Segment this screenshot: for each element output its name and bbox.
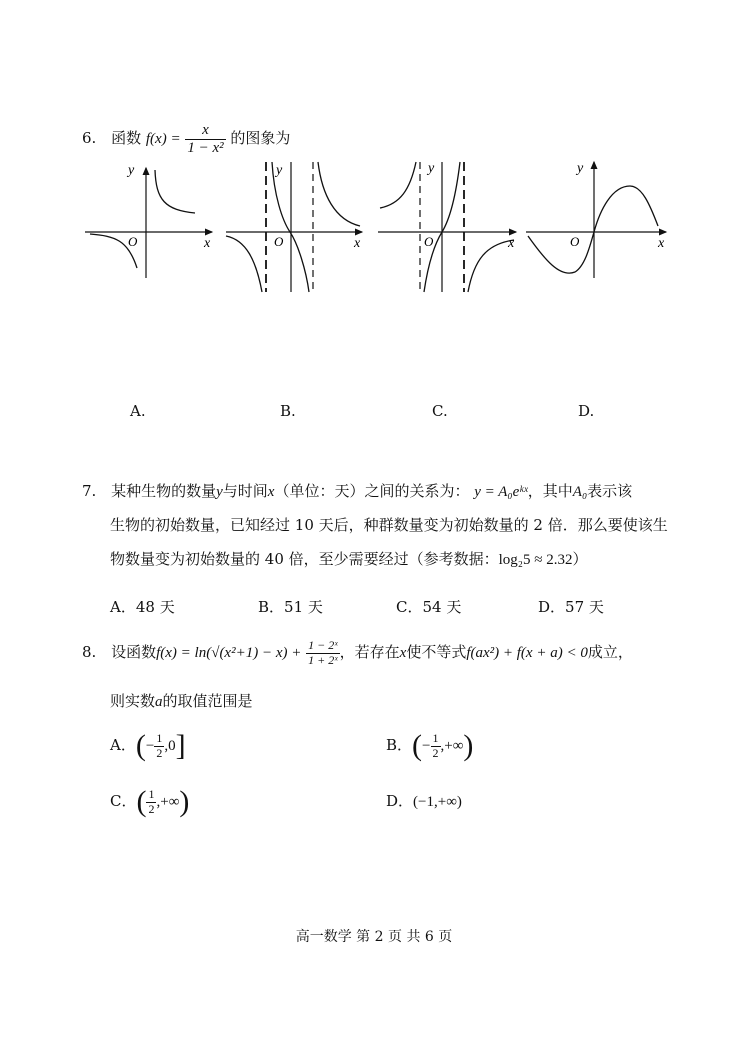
q7-option-b[interactable]: B．51 天 bbox=[258, 598, 323, 616]
q8-func: f(x) = ln(√(x²+1) − x) + bbox=[156, 645, 302, 661]
q8-option-b-minus: − bbox=[422, 738, 431, 754]
q8-frac-num: 1 − 2ˣ bbox=[308, 638, 338, 653]
q8-option-b-label: B． bbox=[386, 736, 413, 754]
q8-line2-b: 的取值范围是 bbox=[162, 692, 253, 710]
graph-c bbox=[378, 161, 516, 292]
q7-formula: y = A₀eᵏˣ bbox=[474, 484, 528, 500]
q7-line3-end: ） bbox=[572, 550, 588, 568]
q8-option-c-num: 1 bbox=[148, 787, 155, 802]
graph-b-branch-left bbox=[226, 236, 262, 292]
q7-text-a: 某种生物的数量 bbox=[111, 482, 217, 500]
q6-func: f(x) = bbox=[145, 131, 181, 147]
q8-option-a-den: 2 bbox=[156, 745, 163, 760]
q8-option-c-frac bbox=[146, 788, 156, 815]
q8-option-d-label: D． bbox=[386, 792, 414, 810]
q8-fraction bbox=[306, 639, 339, 666]
q6-numerator: x bbox=[185, 122, 225, 140]
q8-option-a[interactable] bbox=[110, 724, 186, 766]
q8-option-a-label: A． bbox=[110, 736, 136, 754]
q8-mid2: 使不等式 bbox=[406, 643, 467, 661]
q7-text-b: 与时间 bbox=[222, 482, 268, 500]
q6-option-c[interactable]: C. bbox=[432, 402, 448, 420]
q7-option-d[interactable]: D．57 天 bbox=[538, 598, 604, 616]
q8-option-b[interactable] bbox=[386, 724, 473, 766]
graph-c-y-label: y bbox=[428, 161, 435, 176]
q6-prefix: 函数 bbox=[111, 129, 142, 147]
open-paren-icon: ( bbox=[412, 729, 423, 762]
q6-suffix: 的图象为 bbox=[230, 129, 291, 147]
q8-option-c-label: C． bbox=[110, 792, 137, 810]
graph-c-branch-left bbox=[380, 162, 416, 208]
q8-option-b-frac bbox=[431, 732, 441, 759]
q8-option-a-frac bbox=[154, 732, 164, 759]
page-footer: 高一数学 第 2 页 共 6 页 bbox=[295, 929, 453, 945]
q8-option-b-num: 1 bbox=[432, 731, 439, 746]
q8-option-c-den: 2 bbox=[148, 801, 155, 816]
graph-a bbox=[85, 163, 212, 278]
q8-end: 成立， bbox=[587, 643, 633, 661]
q7-text-d: ，其中 bbox=[527, 482, 573, 500]
q8-option-a-minus: − bbox=[145, 738, 155, 754]
q6-option-d[interactable]: D. bbox=[578, 402, 595, 420]
q8-option-d-text: (−1,+∞) bbox=[413, 794, 462, 810]
q8-number: 8. bbox=[82, 643, 97, 661]
graph-a-x-label: x bbox=[204, 236, 211, 251]
q7-a0: A₀ bbox=[572, 484, 588, 500]
close-paren-icon: ) bbox=[179, 785, 190, 818]
graph-c-origin: O bbox=[424, 234, 434, 249]
q8-option-b-den: 2 bbox=[432, 745, 439, 760]
q7-line1 bbox=[82, 480, 632, 501]
close-bracket-icon: ] bbox=[175, 729, 186, 762]
q6-graphs bbox=[0, 150, 748, 300]
graph-b-origin: O bbox=[274, 234, 284, 249]
graph-a-y-label: y bbox=[128, 163, 135, 178]
open-paren-icon: ( bbox=[136, 785, 147, 818]
q8-prefix: 设函数 bbox=[111, 643, 157, 661]
graph-a-origin: O bbox=[128, 234, 138, 249]
graph-b bbox=[226, 162, 362, 292]
q6-number: 6. bbox=[82, 129, 97, 147]
q8-option-c[interactable] bbox=[110, 780, 189, 822]
q7-line3 bbox=[110, 548, 588, 569]
graph-d-origin: O bbox=[570, 234, 580, 249]
graph-d-x-label: x bbox=[658, 236, 665, 251]
q7-number: 7. bbox=[82, 482, 97, 500]
q7-text-c: （单位：天）之间的关系为： bbox=[274, 482, 470, 500]
q8-option-a-post: ,0 bbox=[164, 738, 176, 754]
q8-inequality: f(ax²) + f(x + a) < 0 bbox=[466, 645, 588, 661]
q7-ref: log₂5 ≈ 2.32 bbox=[498, 552, 573, 568]
close-paren-icon: ) bbox=[463, 729, 474, 762]
q8-line2 bbox=[110, 690, 253, 711]
q6-option-a[interactable]: A. bbox=[130, 402, 146, 420]
graph-b-x-label: x bbox=[354, 236, 361, 251]
q8-mid: ，若存在 bbox=[339, 643, 400, 661]
q8-option-d[interactable] bbox=[386, 780, 462, 822]
q7-option-a[interactable]: A．48 天 bbox=[110, 598, 175, 616]
q8-frac-den: 1 + 2ˣ bbox=[308, 652, 338, 667]
graph-d bbox=[526, 161, 666, 278]
open-paren-icon: ( bbox=[135, 729, 146, 762]
q7-line3-text: 物数量变为初始数量的 40 倍，至少需要经过（参考数据： bbox=[110, 550, 499, 568]
q8-option-a-num: 1 bbox=[156, 731, 163, 746]
q8-var-a: a bbox=[155, 694, 163, 710]
q7-option-c[interactable]: C．54 天 bbox=[396, 598, 462, 616]
graph-b-y-label: y bbox=[276, 163, 283, 178]
graph-c-x-label: x bbox=[508, 236, 515, 251]
q7-line2: 生物的初始数量，已知经过 10 天后，种群数量变为初始数量的 2 倍．那么要使该生 bbox=[110, 516, 668, 534]
q7-var-x: x bbox=[267, 484, 275, 500]
q7-var-y: y bbox=[216, 484, 223, 500]
graph-a-branch-right bbox=[155, 170, 195, 213]
graph-b-branch-right bbox=[318, 162, 360, 226]
q8-var-x: x bbox=[399, 645, 407, 661]
q8-stem bbox=[82, 632, 633, 672]
q8-option-c-post: ,+∞ bbox=[156, 794, 180, 810]
q6-option-b[interactable]: B. bbox=[280, 402, 296, 420]
graph-d-y-label: y bbox=[577, 161, 584, 176]
q8-line2-a: 则实数 bbox=[110, 692, 156, 710]
q7-text-e: 表示该 bbox=[587, 482, 633, 500]
q8-option-b-post: ,+∞ bbox=[440, 738, 464, 754]
q6-denominator: 1 − x² bbox=[187, 139, 224, 156]
graph-d-curve bbox=[528, 186, 658, 273]
